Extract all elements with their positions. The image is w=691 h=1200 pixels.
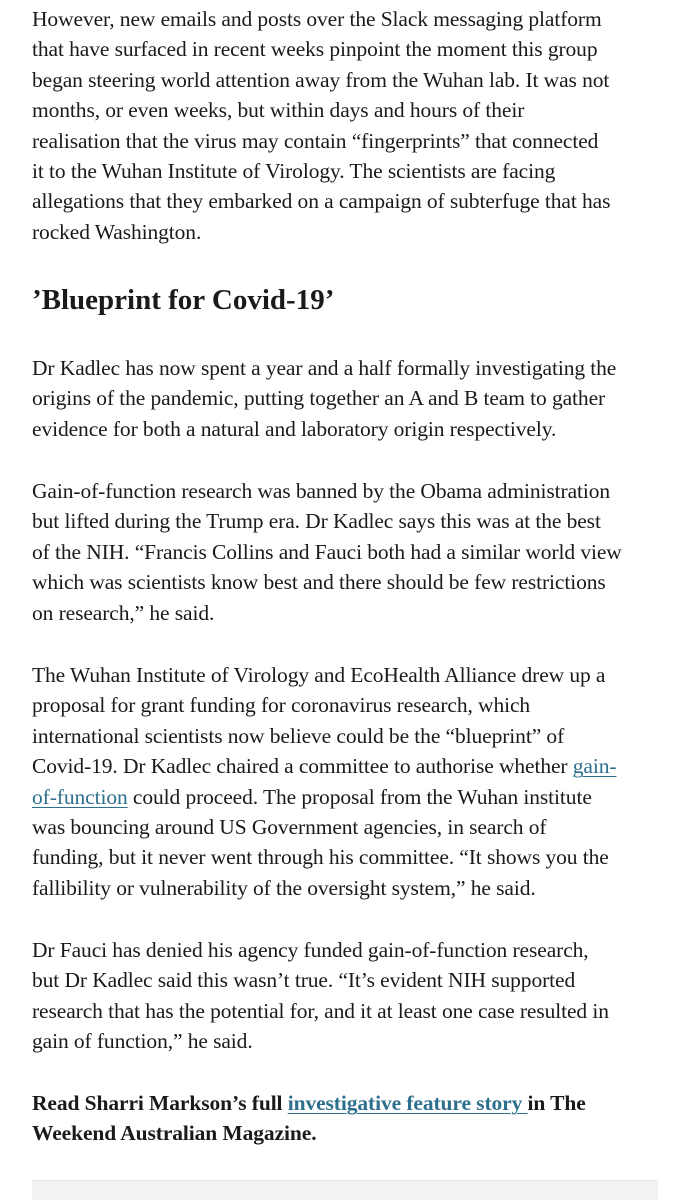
text-segment: Covid-19. Dr Kadlec chaired a committee to authorise whether (32, 754, 573, 779)
text-line: Gain-of-function research was banned by the Obama administration (32, 479, 611, 503)
text-line: evidence for both a natural and laboratory origin respectively. (32, 416, 557, 441)
text-line: proposal for grant funding for coronavirus research, which (32, 693, 531, 718)
text-line: which was scientists know best and there should be few restrictions (32, 570, 606, 595)
text-line: origins of the pandemic, putting together an A and B team to gather (32, 386, 606, 411)
text-segment: in The (527, 1091, 586, 1115)
text-line: Weekend Australian Magazine. (32, 1121, 317, 1146)
text-line: was bouncing around US Government agencies, in search of (32, 815, 547, 840)
text-line: months, or even weeks, but within days and hours of their (32, 98, 525, 123)
gain-of-function-link-continued[interactable]: of-function (32, 784, 128, 809)
paragraph-read-more (32, 1088, 662, 1149)
text-line: The Wuhan Institute of Virology and EcoHealth Alliance drew up a (32, 663, 606, 687)
text-line: international scientists now believe could be the “blueprint” of (32, 723, 565, 748)
paragraph-slack-emails (32, 4, 662, 247)
text-line: on research,” he said. (32, 600, 215, 625)
text-line (32, 751, 662, 781)
text-line: but Dr Kadlec said this wasn’t true. “It’s evident NIH supported (32, 968, 576, 993)
feature-story-link[interactable]: investigative feature story (287, 1091, 528, 1115)
text-segment: Read Sharri Markson’s full (32, 1091, 288, 1115)
text-line: rocked Washington. (32, 219, 202, 244)
text-line: of the NIH. “Francis Collins and Fauci both had a similar world view (32, 539, 622, 564)
text-line: research that has the potential for, and it at least one case resulted in (32, 998, 609, 1023)
text-line: it to the Wuhan Institute of Virology. The scientists are facing (32, 159, 556, 184)
text-line: began steering world attention away from the Wuhan lab. It was not (32, 67, 610, 92)
text-line: funding, but it never went through his committee. “It shows you the (32, 845, 609, 870)
paragraph-wuhan-proposal (32, 660, 662, 903)
section-heading: ’Blueprint for Covid-19’ (32, 284, 335, 316)
text-line: realisation that the virus may contain “fingerprints” that connected (32, 128, 599, 153)
text-line: gain of function,” he said. (32, 1029, 253, 1054)
text-line: Dr Fauci has denied his agency funded gain-of-function research, (32, 938, 589, 962)
text-line: fallibility or vulnerability of the oversight system,” he said. (32, 875, 536, 900)
text-line (32, 782, 662, 812)
text-line: that have surfaced in recent weeks pinpoint the moment this group (32, 37, 598, 62)
paragraph-kadlec-investigation (32, 353, 662, 444)
text-line: However, new emails and posts over the Slack messaging platform (32, 7, 602, 31)
text-line: but lifted during the Trump era. Dr Kadlec says this was at the best (32, 509, 601, 534)
text-line (32, 1088, 662, 1118)
text-line: Dr Kadlec has now spent a year and a half formally investigating the (32, 356, 617, 380)
paragraph-fauci-denial (32, 935, 662, 1057)
paragraph-gain-of-function-ban (32, 476, 662, 628)
text-line: allegations that they embarked on a campaign of subterfuge that has (32, 189, 611, 214)
next-content-box (32, 1180, 658, 1200)
text-segment: could proceed. The proposal from the Wuhan institute (127, 784, 592, 809)
gain-of-function-link[interactable]: gain- (572, 754, 617, 779)
